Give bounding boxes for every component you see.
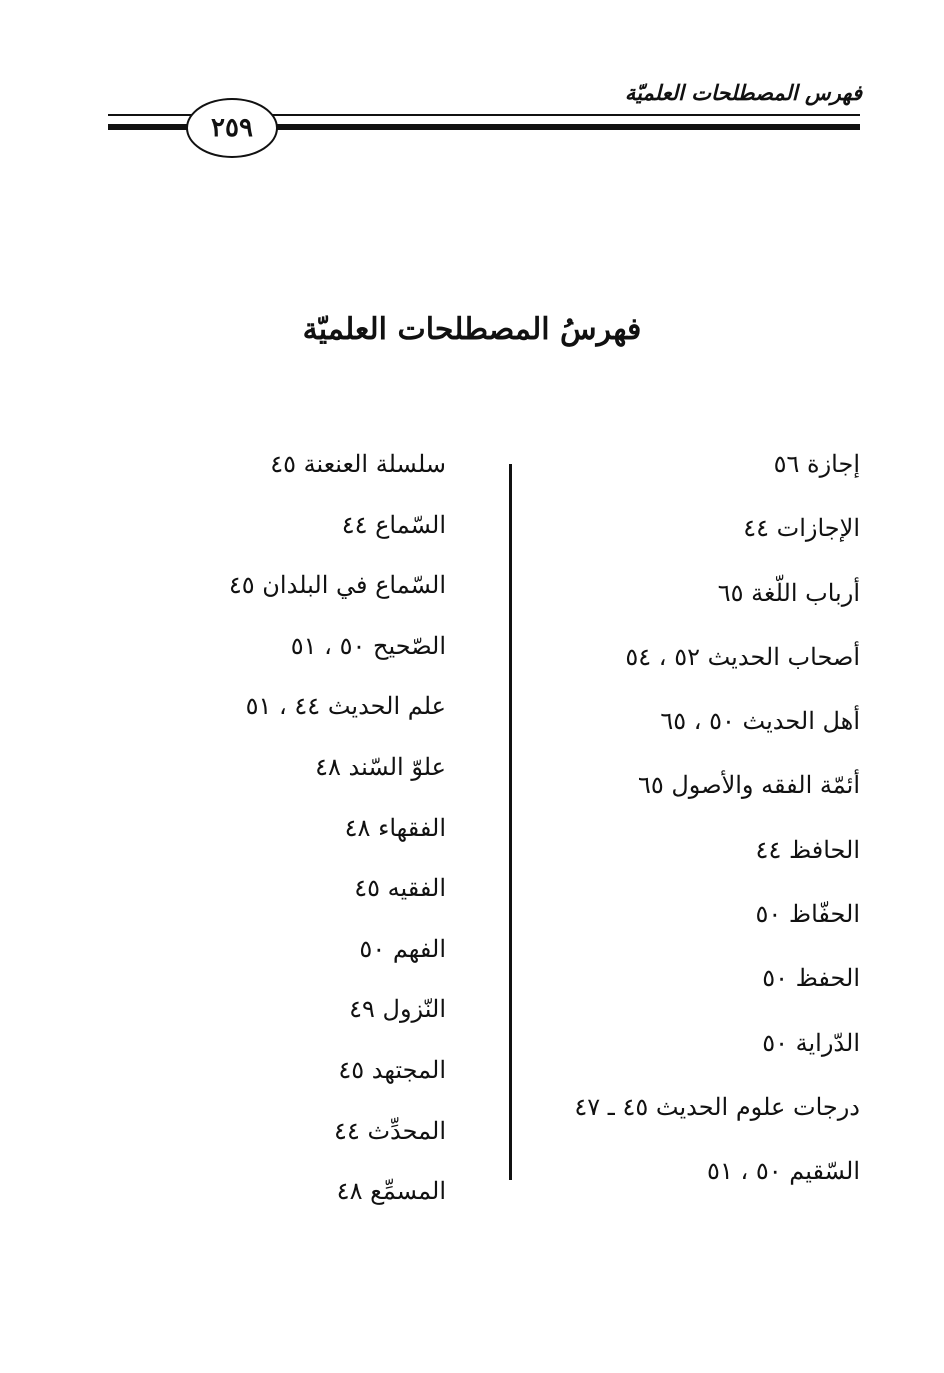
index-entry: الصّحيح ٥٠ ، ٥١	[290, 631, 446, 660]
index-entry: الحفّاظ ٥٠	[755, 900, 860, 929]
index-entry: علوّ السّند ٤٨	[315, 752, 446, 781]
index-entry: المحدِّث ٤٤	[334, 1116, 446, 1145]
index-column-right	[540, 440, 860, 1212]
index-entry: الفقهاء ٤٨	[344, 813, 446, 842]
index-entry: المسمِّع ٤٨	[336, 1177, 446, 1206]
index-entry: السّقيم ٥٠ ، ٥١	[707, 1157, 860, 1186]
index-entry: أهل الحديث ٥٠ ، ٦٥	[660, 707, 860, 736]
running-header-title: فهرس المصطلحات العلميّة	[624, 80, 862, 105]
index-entry: إجازة ٥٦	[773, 450, 860, 478]
index-entry: الإجازات ٤٤	[743, 514, 860, 543]
index-entry: أئمّة الفقه والأصول ٦٥	[637, 771, 860, 800]
index-entry: الدّراية ٥٠	[762, 1028, 860, 1057]
page-number-oval: ٢٥٩	[186, 98, 278, 158]
page-title: فهرسُ المصطلحات العلميّة	[302, 312, 642, 347]
index-entry: أرباب اللّغة ٦٥	[717, 578, 860, 607]
index-entry: الحافظ ٤٤	[755, 835, 860, 864]
index-entry: علم الحديث ٤٤ ، ٥١	[245, 692, 446, 721]
index-entry: أصحاب الحديث ٥٢ ، ٥٤	[625, 642, 860, 671]
index-entry: الحفظ ٥٠	[762, 964, 860, 993]
column-divider	[509, 464, 512, 1180]
index-entry: الفهم ٥٠	[359, 934, 446, 963]
index-entry: سلسلة العنعنة ٤٥	[270, 450, 446, 478]
index-entry: السّماع في البلدان ٤٥	[228, 571, 446, 600]
index-entry: درجات علوم الحديث ٤٥ ـ ٤٧	[574, 1092, 860, 1121]
index-entry: المجتهد ٤٥	[338, 1055, 446, 1084]
index-entry: الفقيه ٤٥	[354, 874, 446, 903]
index-entry: السّماع ٤٤	[341, 510, 446, 539]
index-column-left	[126, 440, 446, 1228]
index-entry: النّزول ٤٩	[349, 995, 446, 1024]
